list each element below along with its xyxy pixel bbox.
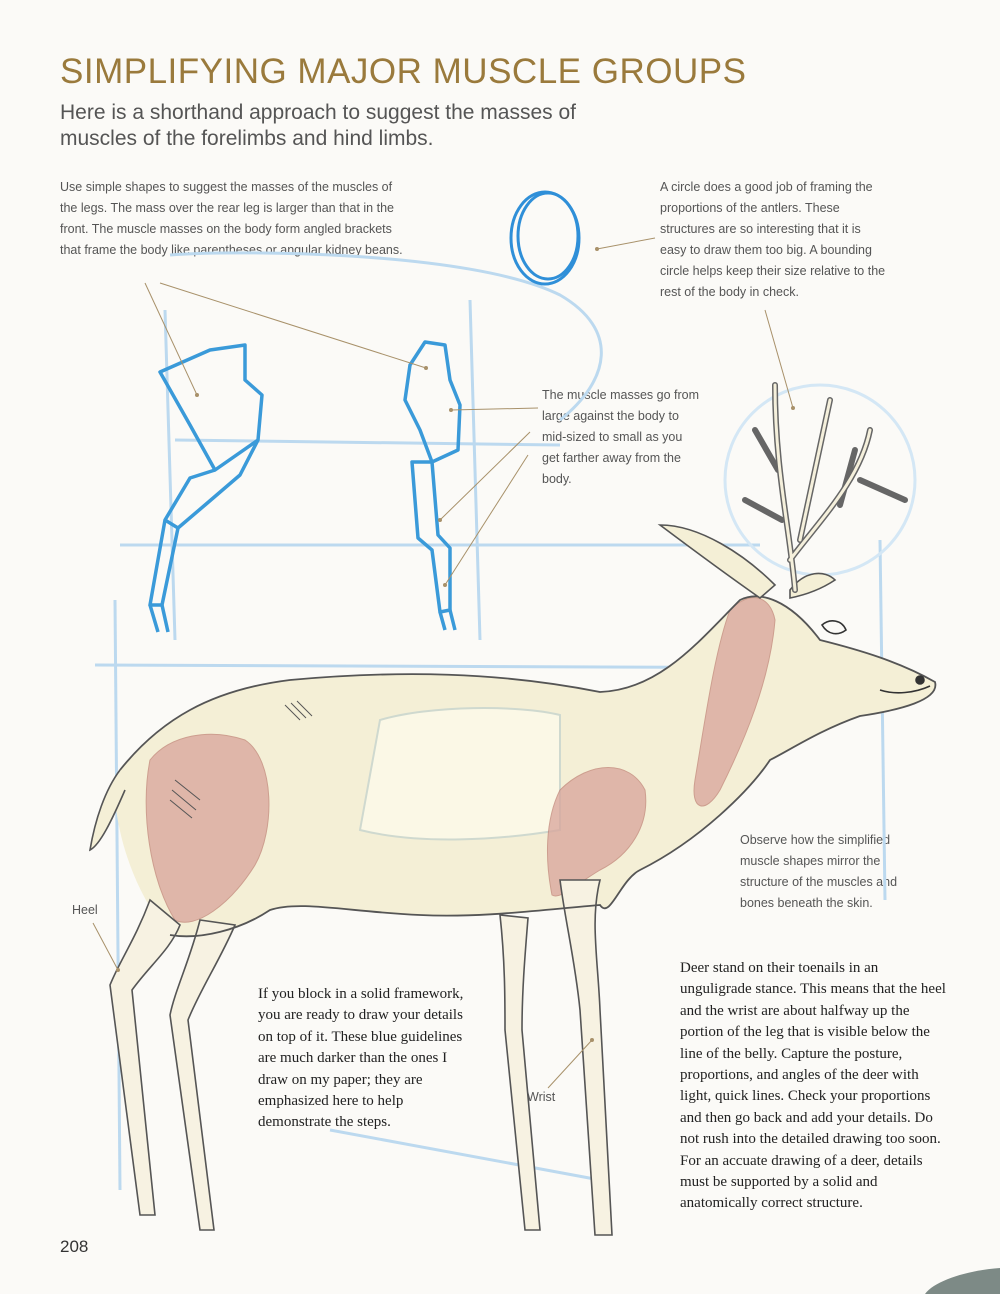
caption-bounding-circle: A circle does a good job of framing the proportions of the antlers. These structures are so interesting that it is easy to draw them too big. A bounding circle helps keep their size relative to the rest of the body in check. [660, 180, 886, 299]
front-leg-sketch [405, 342, 460, 630]
caption-simple-shapes: Use simple shapes to suggest the masses of the muscles of the legs. The mass over the rear leg is larger than that in the front. The muscle masses on the body form angled brackets that frame the body like parentheses or angular kidney beans. [60, 180, 403, 257]
corner-decoration [925, 1268, 1000, 1294]
page-title: SIMPLIFYING MAJOR MUSCLE GROUPS [60, 52, 747, 91]
bounding-circle-sketch [511, 192, 579, 284]
caption-observe: Observe how the simplified muscle shapes mirror the structure of the muscles and bones beneath the skin. [740, 833, 898, 910]
caption-muscle-masses: The muscle masses go from large against the body to mid-sized to small as you get farther away from the body. [542, 388, 699, 486]
label-heel: Heel [72, 903, 98, 917]
page-subtitle: Here is a shorthand approach to suggest the masses of muscles of the forelimbs and hind limbs. [60, 101, 576, 150]
body-mass-shape [360, 708, 560, 839]
antler-guide-circle [725, 385, 915, 575]
body-text-stance: Deer stand on their toenails in an unguligrade stance. This means that the heel and the wrist are about halfway up the portion of the leg that is visible below the line of the belly. Capture the posture, proportions, and angles of the deer with light, quick lines. Check your proportions and then go back and add your details. Do not rush into the detailed drawing too soon. For an accuate drawing of a deer, details must be supported by a solid and anatomically correct structure. [680, 960, 946, 1212]
label-wrist: Wrist [527, 1090, 556, 1104]
body-text-framework: If you block in a solid framework, you are ready to draw your details on top of it. These blue guidelines are much darker than the ones I draw on my paper; they are emphasized here to help demonstrate the steps. [258, 986, 464, 1131]
page-number: 208 [60, 1237, 89, 1256]
